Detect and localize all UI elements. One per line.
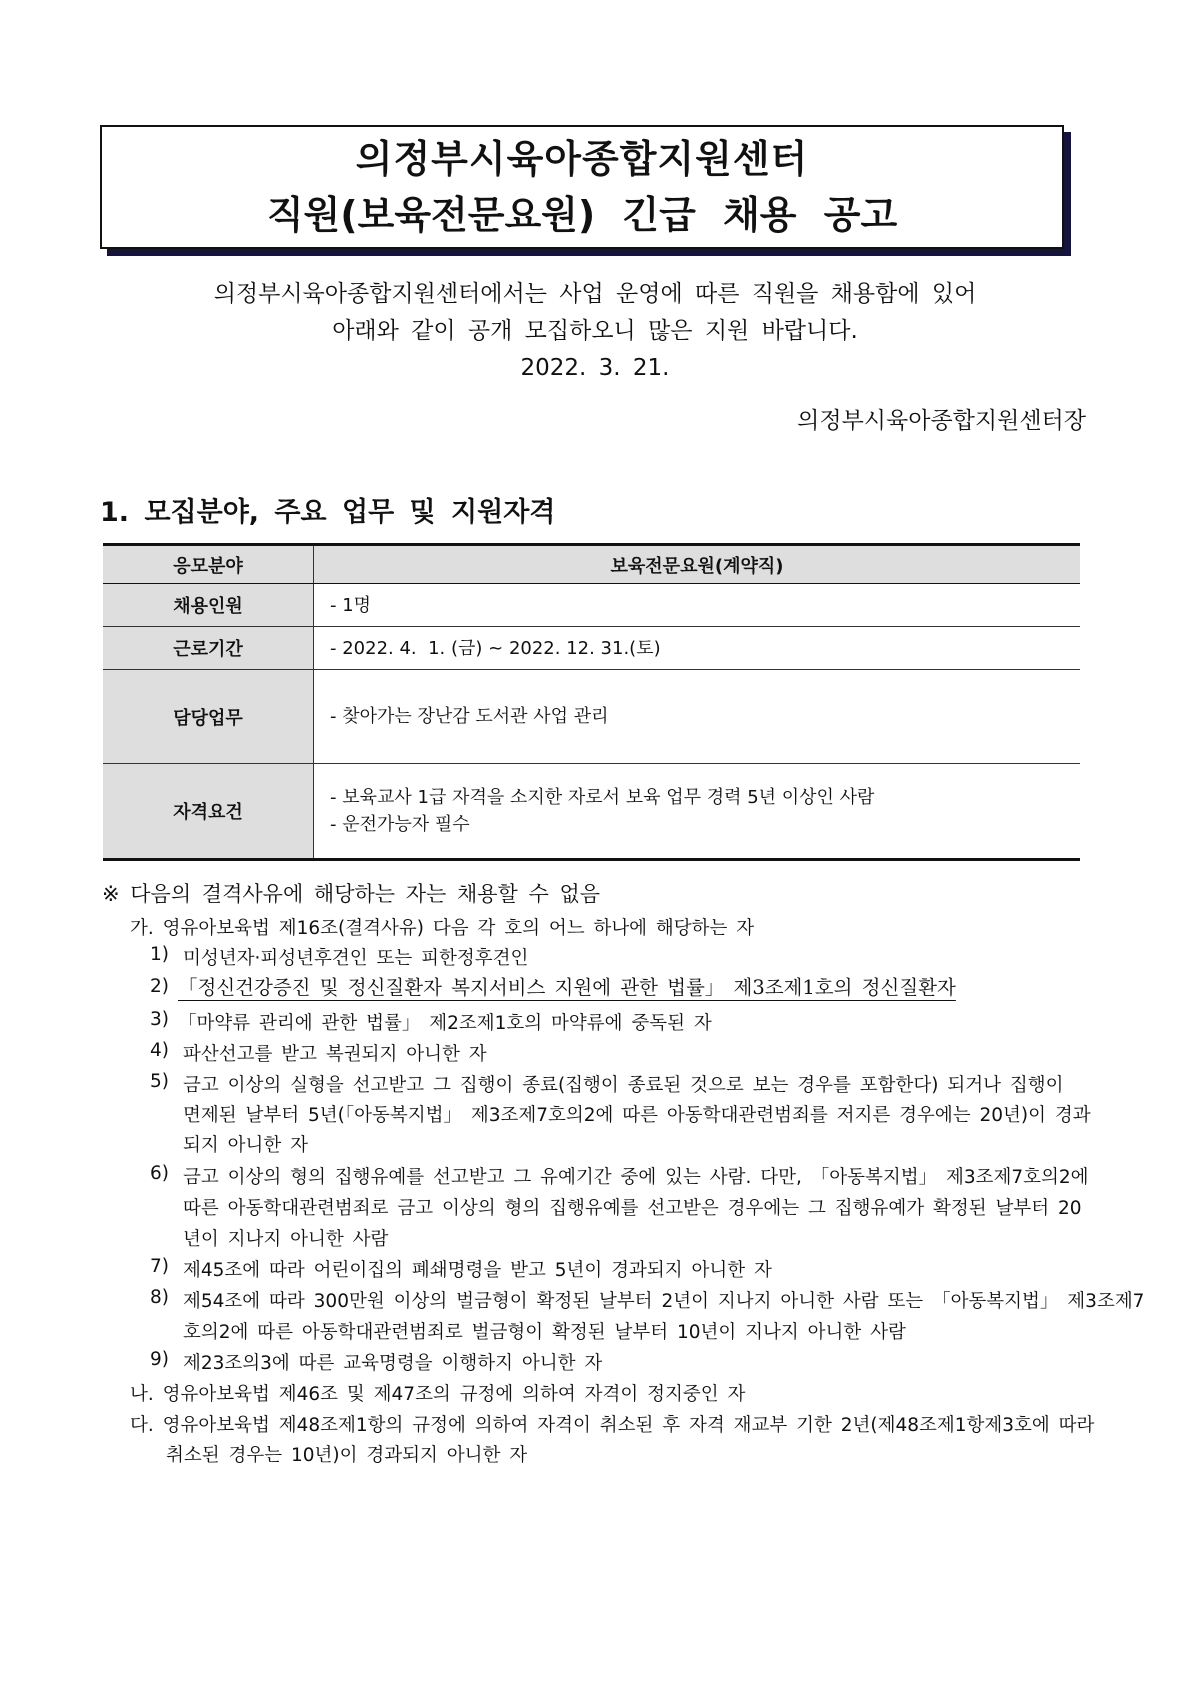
clause-da-continuation: 취소된 경우는 10년)이 경과되지 아니한 자 bbox=[166, 1445, 528, 1466]
table-header-row bbox=[103, 545, 1080, 584]
table-row bbox=[103, 764, 1080, 860]
item-number: 8) bbox=[150, 1287, 169, 1308]
item-number: 5) bbox=[150, 1071, 169, 1092]
row-label-qualifications: 자격요건 bbox=[103, 764, 314, 860]
table-header-label: 응모분야 bbox=[103, 545, 314, 584]
announcement-date: 2022. 3. 21. bbox=[520, 355, 670, 381]
row-label-headcount: 채용인원 bbox=[103, 584, 314, 627]
table-row bbox=[103, 670, 1080, 764]
value-line: - 보육교사 1급 자격을 소지한 자로서 보육 업무 경력 5년 이상인 사람 bbox=[330, 787, 875, 808]
list-item: 미성년자·피성년후견인 또는 피한정후견인 bbox=[183, 948, 529, 969]
clause-da: 다. 영유아보육법 제48조제1항의 규정에 의하여 자격이 취소된 후 자격 재교부 기한 2년(제48조제1항제3호에 따라 bbox=[130, 1415, 1095, 1436]
row-value-period bbox=[314, 627, 1081, 670]
issuer-name: 의정부시육아종합지원센터장 bbox=[797, 408, 1086, 434]
section-1-heading: 1. 모집분야, 주요 업무 및 지원자격 bbox=[100, 497, 556, 528]
list-item: 제54조에 따라 300만원 이상의 벌금형이 확정된 날부터 2년이 지나지 아니한 사람 또는 「아동복지법」 제3조제7 bbox=[183, 1291, 1145, 1312]
value-line: - 찾아가는 장난감 도서관 사업 관리 bbox=[330, 706, 609, 727]
disqualification-notice: ※ 다음의 결격사유에 해당하는 자는 채용할 수 없음 bbox=[102, 882, 601, 906]
value-line: - 2022. 4. 1. (금) ~ 2022. 12. 31.(토) bbox=[330, 637, 661, 659]
item-number: 4) bbox=[150, 1040, 169, 1061]
list-item: 「마약류 관리에 관한 법률」 제2조제1호의 마약류에 중독된 자 bbox=[178, 1013, 712, 1034]
value-line: - 운전가능자 필수 bbox=[330, 814, 470, 835]
list-item-continuation: 따른 아동학대관련범죄로 금고 이상의 형의 집행유예를 선고받은 경우에는 그 집행유예가 확정된 날부터 20 bbox=[183, 1198, 1082, 1219]
list-item: 금고 이상의 실형을 선고받고 그 집행이 종료(집행이 종료된 것으로 보는 경우를 포함한다) 되거나 집행이 bbox=[183, 1075, 1064, 1096]
list-item-continuation: 되지 아니한 자 bbox=[183, 1135, 308, 1156]
table-header-value: 보육전문요원(계약직) bbox=[314, 545, 1081, 584]
list-item-continuation: 호의2에 따른 아동학대관련범죄로 벌금형이 확정된 날부터 10년이 지나지 아니한 사람 bbox=[183, 1322, 906, 1343]
list-item: 「정신건강증진 및 정신질환자 복지서비스 지원에 관한 법률」 제3조제1호의 정신질환자 bbox=[178, 976, 956, 999]
list-item: 금고 이상의 형의 집행유예를 선고받고 그 유예기간 중에 있는 사람. 다만, 「아동복지법」 제3조제7호의2에 bbox=[183, 1167, 1089, 1188]
value-line: - 1명 bbox=[330, 594, 372, 616]
clause-ga: 가. 영유아보육법 제16조(결격사유) 다음 각 호의 어느 하나에 해당하는 자 bbox=[130, 918, 755, 939]
item-number: 3) bbox=[150, 1009, 169, 1030]
title-organization: 의정부시육아종합지원센터 bbox=[355, 137, 809, 181]
item-number: 2) bbox=[150, 976, 169, 997]
item-number: 7) bbox=[150, 1256, 169, 1277]
table-row bbox=[103, 584, 1080, 627]
item-number: 9) bbox=[150, 1349, 169, 1370]
row-value-qualifications bbox=[314, 764, 1081, 860]
intro-line-2: 아래와 같이 공개 모집하오니 많은 지원 바랍니다. bbox=[332, 318, 858, 344]
list-item: 제45조에 따라 어린이집의 폐쇄명령을 받고 5년이 경과되지 아니한 자 bbox=[183, 1260, 772, 1281]
row-label-duties: 담당업무 bbox=[103, 670, 314, 764]
row-value-duties bbox=[314, 670, 1081, 764]
item-number: 6) bbox=[150, 1163, 169, 1184]
item-number: 1) bbox=[150, 944, 169, 965]
intro-paragraph bbox=[100, 276, 1090, 387]
list-item-continuation: 면제된 날부터 5년(「아동복지법」 제3조제7호의2에 따른 아동학대관련범죄를 저지른 경우에는 20년)이 경과 bbox=[183, 1105, 1091, 1126]
list-item: 파산선고를 받고 복권되지 아니한 자 bbox=[183, 1044, 487, 1065]
recruitment-table bbox=[103, 543, 1080, 861]
clause-na: 나. 영유아보육법 제46조 및 제47조의 규정에 의하여 자격이 정지중인 자 bbox=[130, 1384, 746, 1405]
table-row bbox=[103, 627, 1080, 670]
list-item-continuation: 년이 지나지 아니한 사람 bbox=[183, 1229, 389, 1250]
title-box bbox=[100, 125, 1064, 249]
list-item: 제23조의3에 따른 교육명령을 이행하지 아니한 자 bbox=[183, 1353, 603, 1374]
intro-line-1: 의정부시육아종합지원센터에서는 사업 운영에 따른 직원을 채용함에 있어 bbox=[213, 281, 977, 307]
title-announcement: 직원(보육전문요원) 긴급 채용 공고 bbox=[266, 193, 898, 237]
row-label-period: 근로기간 bbox=[103, 627, 314, 670]
row-value-headcount bbox=[314, 584, 1081, 627]
